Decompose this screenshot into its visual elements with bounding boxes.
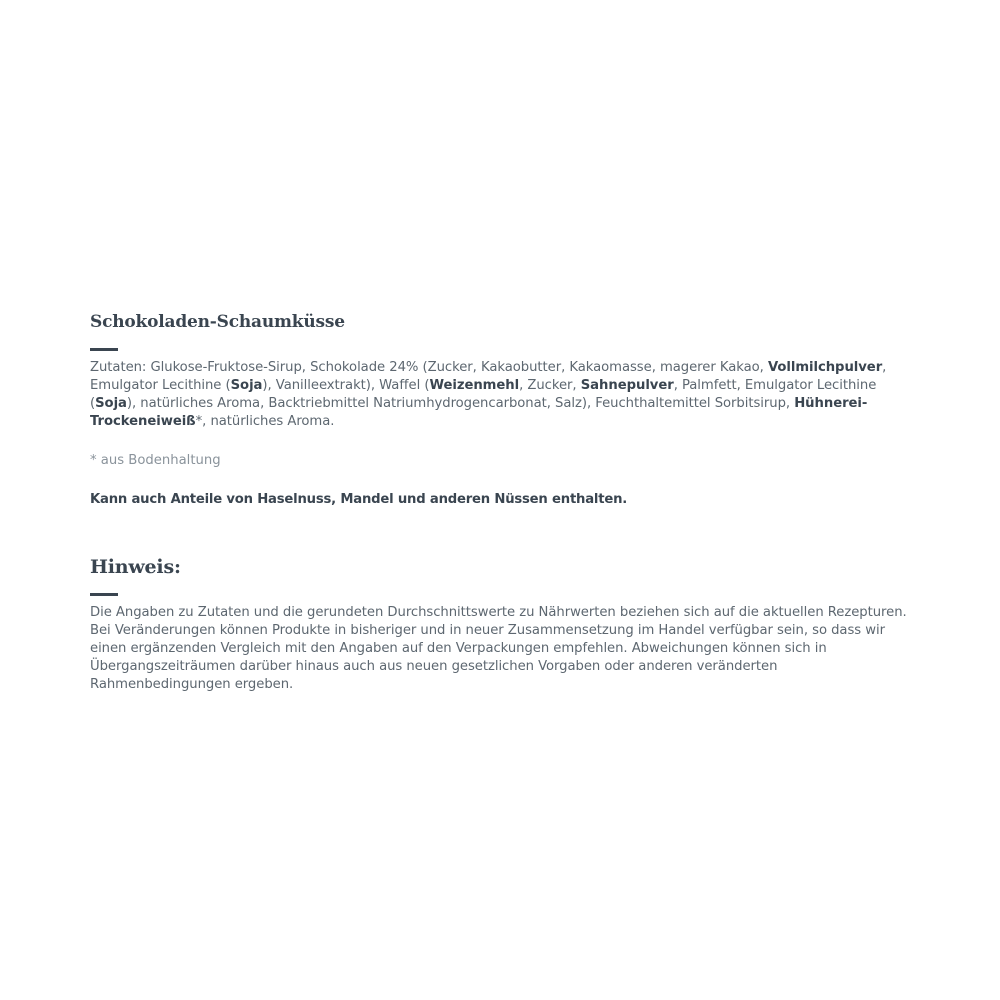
ingredients-allergen: Weizenmehl [429, 378, 520, 393]
ingredients-segment: *, natürliches Aroma. [195, 414, 335, 429]
ingredients-segment: , Zucker, [519, 378, 581, 393]
hinweis-title: Hinweis: [90, 556, 181, 578]
ingredients-allergen: Hühnerei-Trockeneiweiß [90, 396, 868, 429]
hinweis-divider [90, 593, 118, 596]
ingredients-allergen: Sahnepulver [580, 378, 674, 393]
footnote: * aus Bodenhaltung [90, 453, 221, 468]
ingredients-allergen: Vollmilchpulver [767, 360, 883, 375]
ingredients-section [90, 310, 920, 509]
ingredients-segment: ), natürliches Aroma, Backtriebmittel Natriumhydrogencarbonat, Salz), Feuchthaltemittel Sorbitsirup, [126, 396, 795, 411]
hinweis-section [90, 555, 920, 694]
ingredients-segment: , Emulgator Lecithine ( [90, 360, 887, 393]
ingredients-segment: ), Vanilleextrakt), Waffel ( [262, 378, 430, 393]
allergen-trace-note: Kann auch Anteile von Haselnuss, Mandel und anderen Nüssen enthalten. [90, 492, 628, 507]
ingredients-allergen: Soja [95, 396, 127, 411]
hinweis-text: Die Angaben zu Zutaten und die gerundeten Durchschnittswerte zu Nährwerten beziehen sich auf die aktuellen Rezepturen. Bei Veränderungen können Produkte in bisheriger und in neuer Zusammensetzung im Handel verfügbar sein, so dass wir einen ergänzenden Vergleich mit den Angaben auf den Verpackungen empfehlen. Abweichungen können sich in Übergangszeiträumen darüber hinaus auch aus neuen gesetzlichen Vorgaben oder anderen veränderten Rahmenbedingungen ergeben. [90, 605, 907, 692]
product-title: Schokoladen-Schaumküsse [90, 312, 345, 332]
ingredients-segment: Zutaten: Glukose-Fruktose-Sirup, Schokolade 24% (Zucker, Kakaobutter, Kakaomasse, magerer Kakao, [90, 360, 768, 375]
ingredients-segment: , Palmfett, Emulgator Lecithine ( [90, 378, 877, 411]
product-info-panel [90, 310, 920, 694]
title-divider [90, 348, 118, 351]
ingredients-allergen: Soja [230, 378, 263, 393]
ingredients-text [90, 359, 920, 431]
